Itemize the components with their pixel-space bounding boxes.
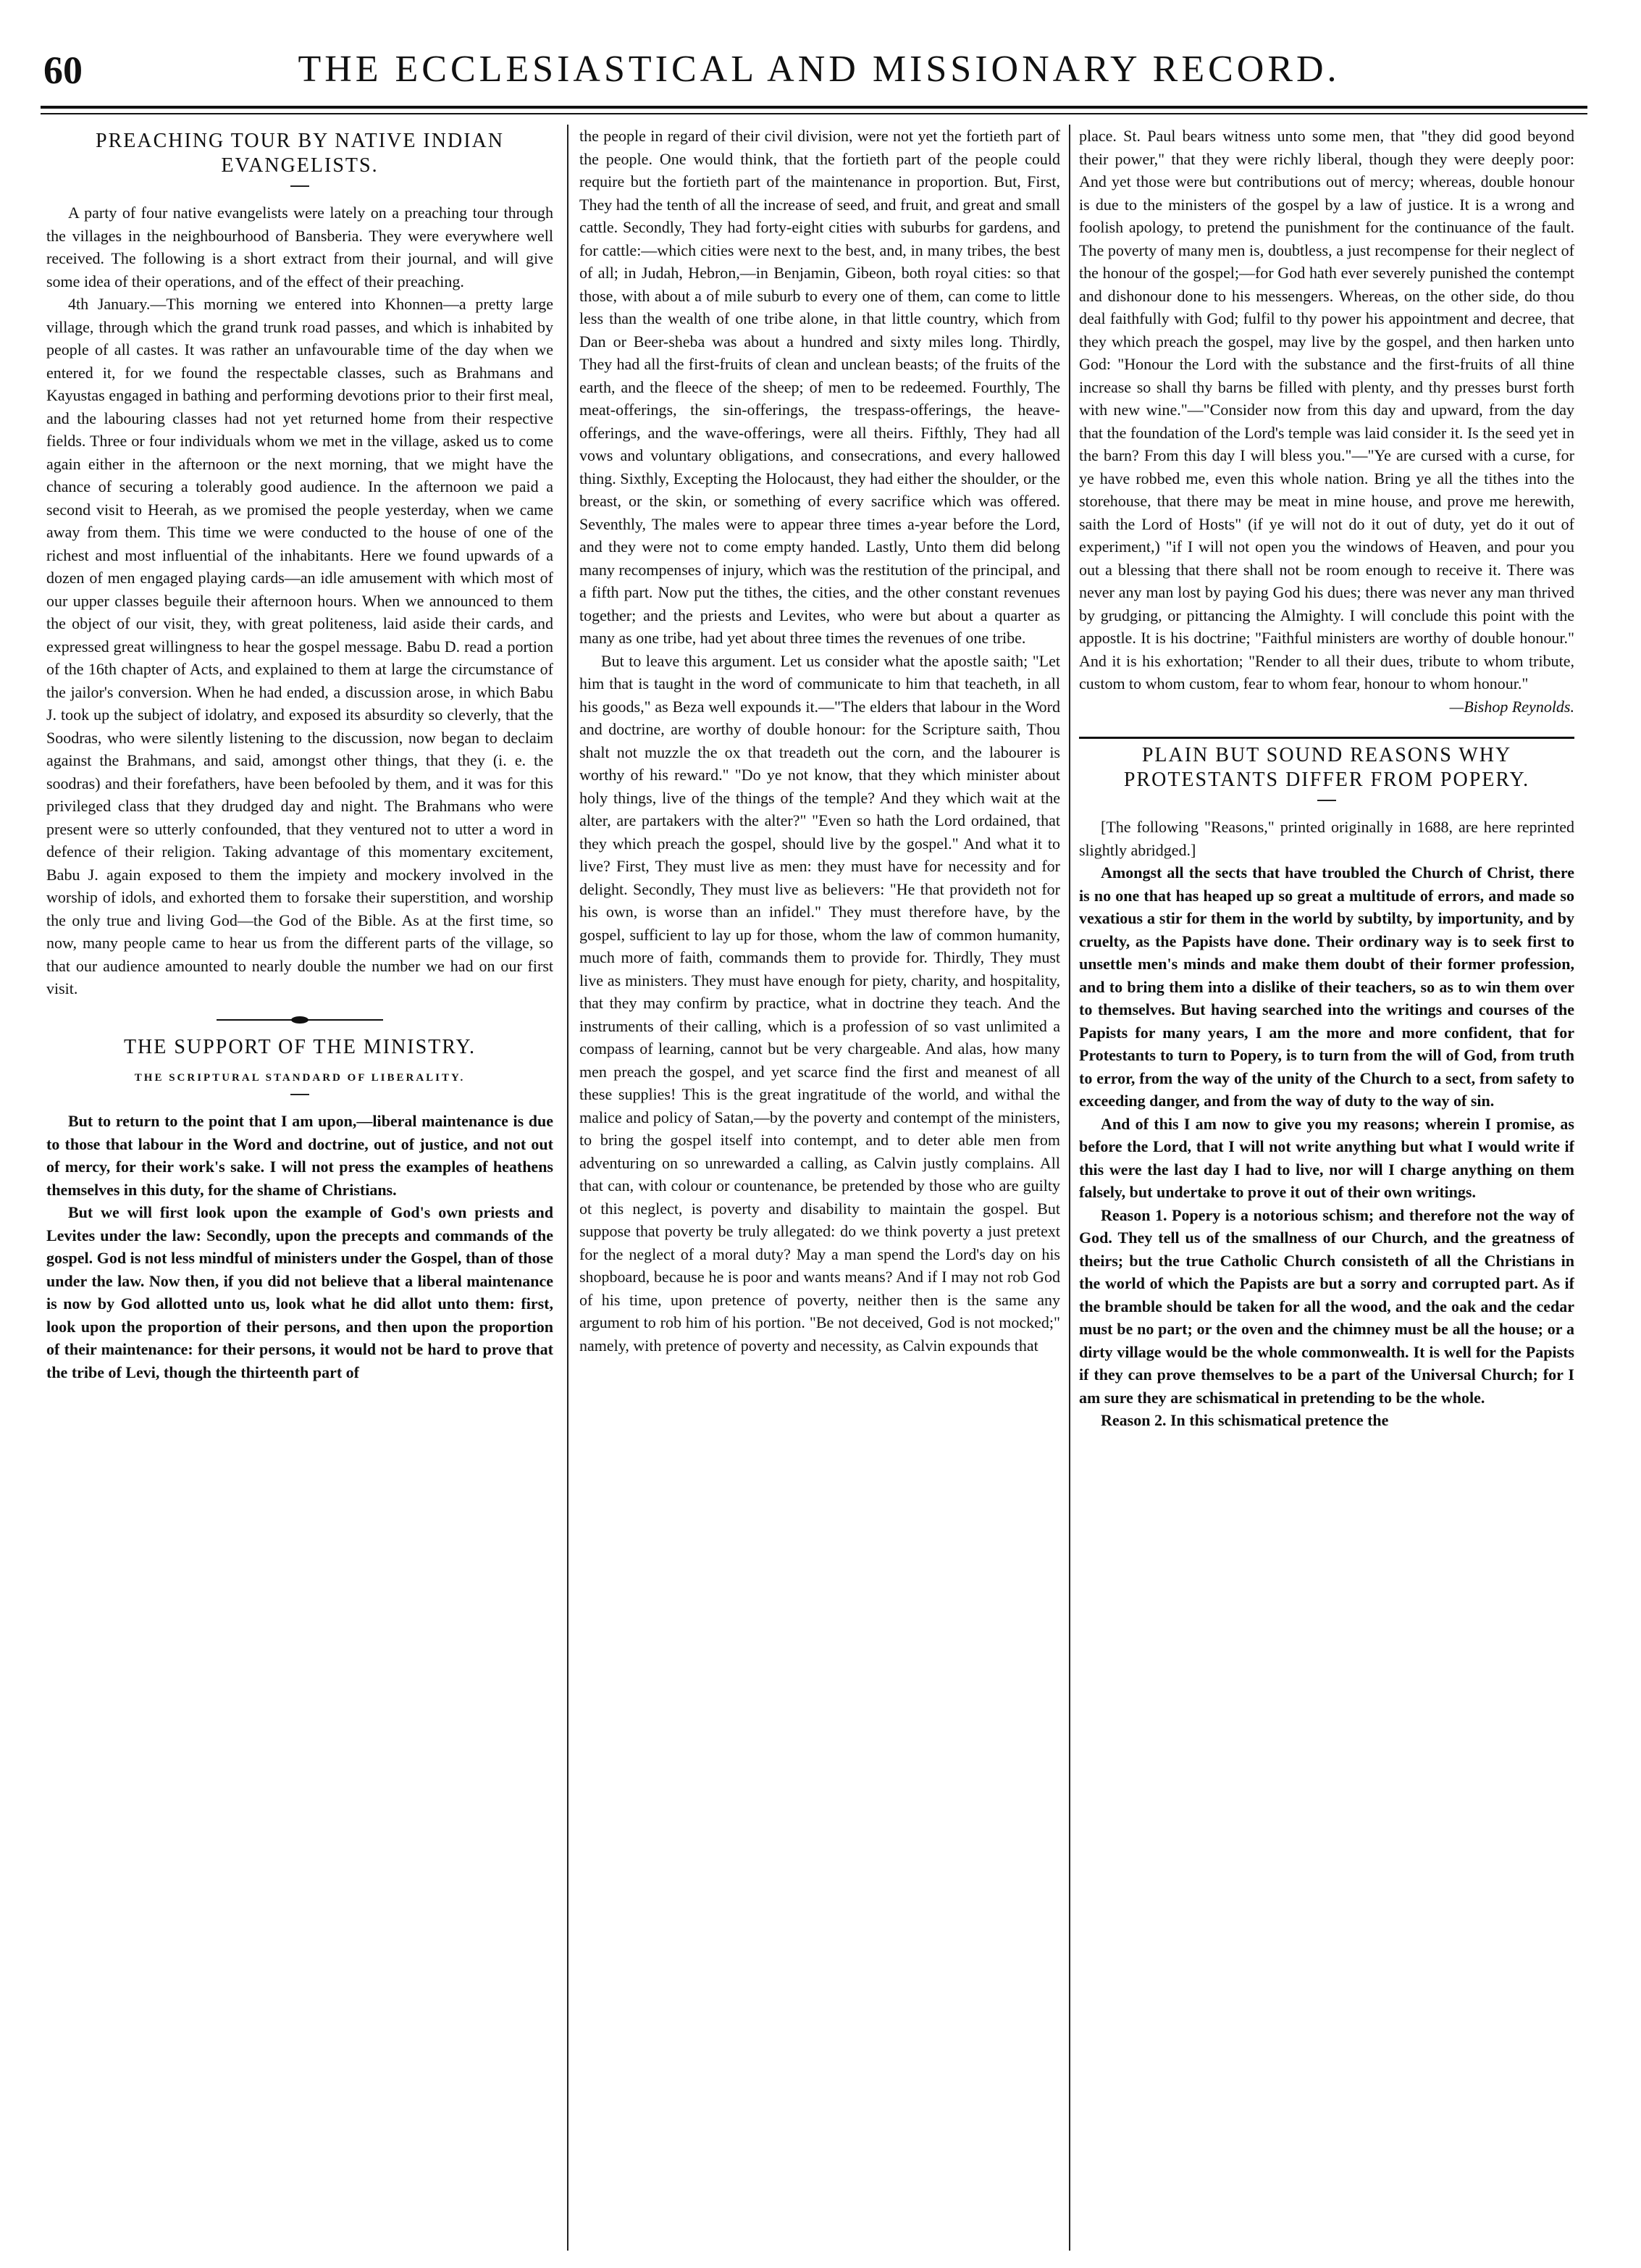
article-title-preaching-tour: PREACHING TOUR BY NATIVE INDIAN EVANGELISTS. — [96, 130, 504, 177]
column-left — [46, 125, 553, 2251]
page-number: 60 — [43, 49, 83, 92]
column-divider — [1069, 125, 1070, 2251]
paragraph: A party of four native evangelists were lately on a preaching tour through the villages in the neighbourhood of Bansberia. They were everywhere well received. The following is a short extract from their journal, and will give some idea of their operations, and of the effect of their preaching. — [46, 204, 553, 290]
article-title-support-ministry: THE SUPPORT OF THE MINISTRY. — [123, 1035, 477, 1058]
column-right — [1079, 125, 1574, 2251]
paragraph: place. St. Paul bears witness unto some men, that "they did good beyond their power," that they were richly liberal, though they were deeply poor: And yet those were but contributions out of mercy; whereas, double honour is due to the ministers of the gospel by a law of justice. It is a wrong and foolish apology, to pretend the punishment for the continuance of the fault. The poverty of many men is, doubtless, a just recompense for their neglect of the honour of the gospel;—for God hath ever severely punished the contempt and dishonour done to his messengers. Whereas, on the other side, do thou deal faithfully with God; fulfil to thy power his appointment and decree, that they which preach the gospel, may live by the gospel, and then harken unto God: "Honour the Lord with the substance and the first-fruits of all thine increase so shall thy barns be filled with plenty, and thy presses burst forth with new wine."—"Consider now from this day and upward, from the day that the foundation of the Lord's temple was laid consider it. Is the seed yet in the barn? From this day I will bless you."—"Ye are cursed with a curse, for ye have robbed me, even this whole nation. Bring ye all the tithes into the storehouse, that there may be meat in mine house, and prove me herewith, saith the Lord of Hosts" (if ye will not do it out of duty, yet do it out of experiment,) "if I will not open you the windows of Heaven, and pour you out a blessing that there shall not be room enough to receive it. There was never any man lost by paying God his dues; there was never any man thrived by grudging, or pittancing the Almighty. I will conclude this point with the appostle. It is his doctrine; "Faithful ministers are worthy of double honour." And it is his exhortation; "Render to all their dues, tribute to whom tribute, custom to whom custom, fear to whom fear, honour to whom honour." — [1079, 127, 1574, 692]
journal-title: THE ECCLESIASTICAL AND MISSIONARY RECORD. — [298, 49, 1340, 90]
column-middle — [579, 125, 1060, 2251]
paragraph: Amongst all the sects that have troubled the Church of Christ, there is no one that has heaped up so great a multitude of errors, and made so vexatious a stir for them in the world by subtilty, by importunity, and by cruelty, as the Papists have done. Their ordinary way is to seek first to unsettle men's minds and make them doubt of their former profession, and to bring them into a dislike of their teachers, so as to win them over to themselves. But having searched into the writings and courses of the Papists for many years, I am the more and more confident, that for Protestants to turn to Popery, is to turn from the will of God, from truth to error, from the way of the unity of the Church to a sect, from safety to exceeding danger, and from the way of duty to the way of sin. — [1079, 863, 1574, 1110]
paragraph: But we will first look upon the example of God's own priests and Levites under the law: Secondly, upon the precepts and commands of the gospel. God is not less mindful of ministers under the Gospel, than of those under the law. Now then, if you did not believe that a liberal maintenance is now by God allotted unto us, look what he did allot unto them: first, look upon the proportion of their persons, and then upon the proportion of their maintenance: for their persons, it would not be hard to prove that the tribe of Levi, though the thirteenth part of — [46, 1203, 553, 1381]
paragraph: Reason 2. In this schismatical pretence the — [1101, 1411, 1389, 1429]
title-dash — [290, 185, 309, 187]
paragraph: And of this I am now to give you my reasons; wherein I promise, as before the Lord, that I will not write anything but what I would write if this were the last day I had to live, nor will I charge anything on them falsely, but undertake to prove it out of their own writings. — [1079, 1114, 1574, 1201]
editor-note: [The following "Reasons," printed originally in 1688, are here reprinted slightly abridged.] — [1079, 818, 1574, 859]
paragraph: But to return to the point that I am upon,—liberal maintenance is due to those that labour in the Word and doctrine, out of justice, and not out of mercy, for their work's sake. I will not press the examples of heathens themselves in this duty, for the shame of Christians. — [46, 1112, 553, 1199]
paragraph: 4th January.—This morning we entered into Khonnen—a pretty large village, through which the grand trunk road passes, and which is inhabited by people of all castes. It was rather an unfavourable time of the day when we entered it, for we found the respectable classes, such as Brahmans and Kayustas engaged in bathing and performing devotions prior to their first meal, and the labouring classes had not yet returned home from their respective fields. Three or four individuals whom we met in the village, asked us to come again either in the afternoon or the next morning, that we might have the chance of securing a tolerably good audience. In the afternoon we paid a second visit to Heerah, as we promised the people yesterday, when we came away from them. This time we were conducted to the house of one of the richest and most influential of the inhabitants. Here we found upwards of a dozen of men engaged playing cards—an idle amusement with which most of our upper classes beguile their afternoon hours. When we announced to them the object of our visit, they, with great politeness, laid aside their cards, and expressed great willingness to hear the gospel message. Babu D. read a portion of the 16th chapter of Acts, and explained to them at large the circumstance of the jailor's conversion. When he had ended, a discussion arose, in which Babu J. took up the subject of idolatry, and exposed its absurdity so cleverly, that the Soodras, who were silently listening to the discussion, now began to declaim against the Brahmans, and said, amongst other things, that they (i. e. the soodras) and their forefathers, have been befooled by them, and it was for this privileged class that they drudged day and night. The Brahmans who were present were so utterly confounded, that they ventured not to utter a word in defence of their religion. Taking advantage of this momentary excitement, Babu J. again exposed to them the impiety and mockery involved in the worship of idols, and exhorted them to forsake their superstition, and worship the only true and living God—the God of the Bible. As at the first time, so now, many people came to hear us from the different parts of the village, so that our audience amounted to nearly double the number we had on our first visit. — [46, 295, 553, 997]
paragraph: the people in regard of their civil division, were not yet the fortieth part of the people. One would think, that the fortieth part of the people could require but the fortieth part of the maintenance in proportion. But, First, They had the tenth of all the increase of seed, and fruit, and great and small cattle. Secondly, They had forty-eight cities with suburbs for gardens, and for cattle:—which cities were next to the best, and, in many tribes, the best of all; in Judah, Hebron,—in Benjamin, Gibeon, both royal cities: so that those, with about a of mile suburb to every one of them, can come to little less than the wealth of one tribe alone, in that little country, which from Dan or Beer-sheba was about a hundred and sixty miles long. Thirdly, They had all the first-fruits of clean and unclean beasts; of the fruits of the earth, and the fleece of the sheep; of men to be redeemed. Fourthly, The meat-offerings, the sin-offerings, the trespass-offerings, the heave-offerings, and the wave-offerings, were all theirs. Fifthly, They had all vows and voluntary obligations, and consecrations, and every hallowed thing. Sixthly, Excepting the Holocaust, they had either the shoulder, or the breast, or the skin, or something of every sacrifice which was offered. Seventhly, The males were to appear three times a-year before the Lord, and they were not to come empty handed. Lastly, Unto them did belong many recompenses of injury, which was the restitution of the principal, and a fifth part. Now put the tithes, the cities, and the other constant revenues together; and the priests and Levites, who were but about a quarter as many as one tribe, had yet about three times the revenues of one tribe. — [579, 127, 1060, 647]
paragraph: Reason 1. Popery is a notorious schism; and therefore not the way of God. They tell us of the smallness of our Church, and the greatness of theirs; but the true Catholic Church consisteth of all the Christians in the world of which the Papists are but a sorry and corrupted part. As if the bramble should be taken for all the wood, and the oak and the cedar must be no part; or the oven and the chimney must be all the house; or a dirty village would be the whole commonwealth. It is well for the Papists if they can prove themselves to be a part of the Universal Church; for I am sure they are schismatical in pretending to be the whole. — [1079, 1205, 1574, 1407]
header-rule — [41, 106, 1587, 109]
article-subtitle: THE SCRIPTURAL STANDARD OF LIBERALITY. — [134, 1071, 466, 1084]
column-divider — [567, 125, 568, 2251]
title-dash — [1317, 800, 1336, 801]
paragraph: But to leave this argument. Let us consider what the apostle saith; "Let him that is taught in the word of communicate to him that teacheth, in all his goods," as Beza well expounds it.—"The elders that labour in the Word and doctrine, are worthy of double honour: for the Scripture saith, Thou shalt not muzzle the ox that treadeth out the corn, and the labourer is worthy of his reward." "Do ye not know, that they which minister about holy things, live of the things of the temple? And they which wait at the alter, are partakers with the alter?" "Even so hath the Lord ordained, that they which preach the gospel, should live by the gospel." And what it to live? First, They must live as men: they must have for necessity and for delight. Secondly, They must live as believers: "He that provideth not for his own, is worse than an infidel." They must therefore have, by the gospel, sufficient to lay up for those, whom the law of common humanity, much more of faith, commands them to provide for. Thirdly, They must live as ministers. They must have enough for piety, charity, and hospitality, that they may confirm by practice, what in doctrine they teach. And the instruments of their calling, which is a profession of so vast unlimited a compass of learning, cannot but be very chargeable. And alas, how many men preach the gospel, and yet scarce find the first and meanest of all these supplies! This is the great ingratitude of the world, and withal the malice and policy of Satan,—by the poverty and contempt of the ministers, to bring the gospel itself into contempt, and to deter able men from adventuring on so unrewarded a calling, as Calvin justly complains. All that can, with colour or countenance, be pretended by those who are guilty ot this neglect, is poverty and disability to maintain the gospel. But suppose that poverty be truly allegated: do we think poverty a just pretext for the neglect of a moral duty? May a man spend the Lord's day on his shopboard, because he is poor and wants means? And if I may not rob God of his time, upon pretence of poverty, neither then is the same any argument to rob him of his portion. "Be not deceived, God is not mocked;" namely, with pretence of poverty and necessity, as Calvin expounds that — [579, 651, 1060, 1355]
section-ornament — [217, 1016, 383, 1024]
header-rule-thin — [41, 113, 1587, 114]
signoff — [1079, 695, 1574, 719]
article-title-plain-reasons: PLAIN BUT SOUND REASONS WHY PROTESTANTS DIFFER FROM POPERY. — [1079, 737, 1574, 792]
title-dash — [290, 1094, 309, 1095]
signoff-author: —Bishop Reynolds. — [1449, 697, 1574, 716]
page-header — [41, 45, 1598, 103]
